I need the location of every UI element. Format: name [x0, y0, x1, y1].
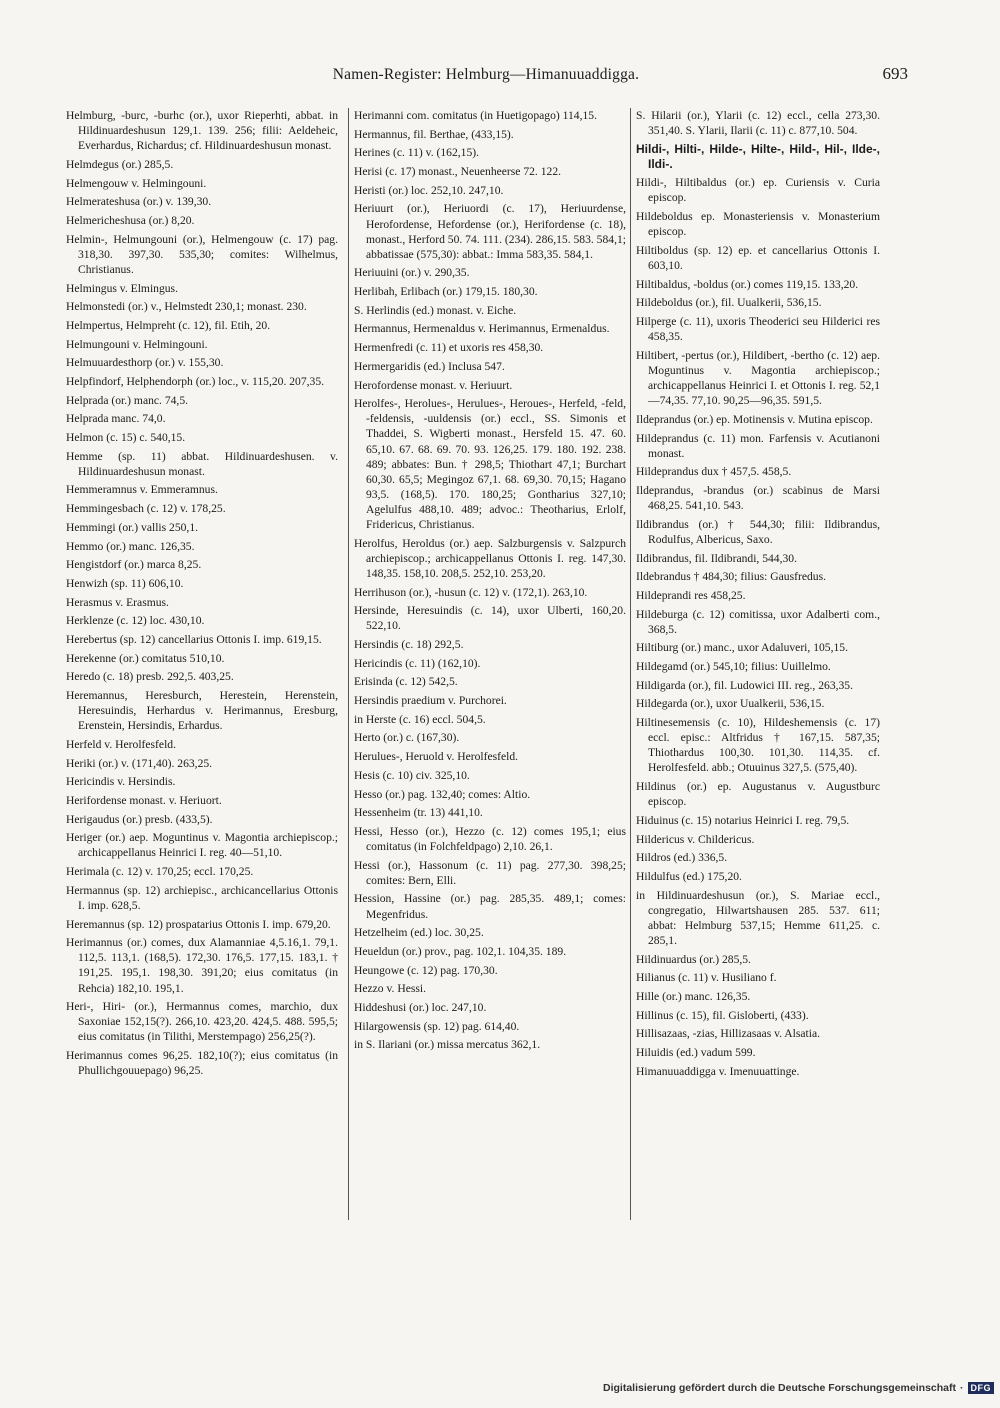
index-entry: Heremannus (sp. 12) prospatarius Ottonis I. imp. 679,20.	[66, 917, 331, 931]
index-entry: Hermannus, fil. Berthae, (433,15).	[354, 127, 514, 141]
index-entry: Hildros (ed.) 336,5.	[636, 851, 728, 865]
index-entry: Hillinus (c. 15), fil. Gisloberti, (433).	[636, 1008, 809, 1022]
index-entry: Helprada (or.) manc. 74,5.	[66, 393, 189, 407]
index-entry: Helprada manc. 74,0.	[66, 412, 166, 426]
index-entry: Himanuuaddigga v. Imenuuattinge.	[636, 1064, 800, 1078]
index-entry: Hiluidis (ed.) vadum 599.	[636, 1046, 756, 1060]
index-entry: Henwizh (sp. 11) 606,10.	[66, 576, 184, 590]
index-entry: Hildegamd (or.) 545,10; filius: Uuillelmo.	[636, 660, 831, 674]
index-entry: Helmerateshusa (or.) v. 139,30.	[66, 195, 212, 209]
index-entry: Hiltibert, -pertus (or.), Hildibert, -bertho (c. 12) aep. Moguntinus v. Magontia archiepiscop.; archicappellanus Heinrici I. et Ottonis I. reg. 52,1—74,35. 77,10. 90,25—96,35. 591,5.	[636, 348, 880, 408]
index-entry: in S. Ilariani (or.) missa mercatus 362,1.	[354, 1038, 541, 1052]
index-entry: Helmungouni v. Helmingouni.	[66, 337, 208, 351]
index-entry: Hesso (or.) pag. 132,40; comes: Altio.	[354, 787, 531, 801]
index-entry: Erisinda (c. 12) 542,5.	[354, 675, 458, 689]
index-entry: Hilargowensis (sp. 12) pag. 614,40.	[354, 1019, 520, 1033]
index-entry: Hemmingesbach (c. 12) v. 178,25.	[66, 502, 226, 516]
index-entry: Hildi-, Hilti-, Hilde-, Hilte-, Hild-, Hil-, Ilde-, Ildi-.	[636, 141, 880, 171]
index-entry: Helmingus v. Elmingus.	[66, 281, 178, 295]
index-entry: Hericindis v. Hersindis.	[66, 775, 176, 789]
index-entry: Hengistdorf (or.) marca 8,25.	[66, 558, 202, 572]
index-entry: Herigaudus (or.) presb. (433,5).	[66, 812, 213, 826]
index-entry: Hermenfredi (c. 11) et uxoris res 458,30.	[354, 341, 544, 355]
digitization-footer: Digitalisierung gefördert durch die Deutsche Forschungsgemeinschaft · DFG	[603, 1382, 994, 1394]
index-entry: Hericindis (c. 11) (162,10).	[354, 656, 481, 670]
index-column-2	[348, 108, 626, 1220]
index-entry: Hessenheim (tr. 13) 441,10.	[354, 806, 483, 820]
index-entry: Herekenne (or.) comitatus 510,10.	[66, 651, 225, 665]
index-entry: Hermannus, Hermenaldus v. Herimannus, Ermenaldus.	[354, 322, 610, 336]
index-entry: Heriuurt (or.), Heriuordi (c. 17), Heriuurdense, Herofordense, Hefordense (or.), Herifordense (c. 18), monast., Herford 50. 74. 111. (234). 286,15. 583. 584,1; abbatissae (575,30): abbat.: Imma 583,35. 584,1.	[354, 202, 626, 261]
index-entry: Hermergaridis (ed.) Inclusa 547.	[354, 359, 505, 373]
index-entry: in Herste (c. 16) eccl. 504,5.	[354, 712, 486, 726]
index-entry: Helmengouw v. Helmingouni.	[66, 176, 207, 190]
index-entry: Hildigarda (or.), fil. Ludowici III. reg., 263,35.	[636, 678, 854, 692]
index-entry: Herlibah, Erlibach (or.) 179,15. 180,30.	[354, 285, 538, 299]
index-entry: Helmin-, Helmungouni (or.), Helmengouw (c. 17) pag. 318,30. 397,30. 535,30; comites: Wilhelmus, Christianus.	[66, 232, 338, 276]
footer-credit: Digitalisierung gefördert durch die Deutsche Forschungsgemeinschaft	[603, 1382, 956, 1394]
dfg-logo: DFG	[968, 1382, 995, 1394]
index-entry: Heristi (or.) loc. 252,10. 247,10.	[354, 183, 504, 197]
index-entry: Hildi-, Hiltibaldus (or.) ep. Curiensis v. Curia episcop.	[636, 176, 880, 205]
index-entry: Heungowe (c. 12) pag. 170,30.	[354, 963, 498, 977]
index-column-1	[66, 108, 338, 1220]
index-entry: S. Hilarii (or.), Ylarii (c. 12) eccl., cella 273,30. 351,40. S. Ylarii, Ilarii (c. 11) c. 877,10. 504.	[636, 109, 880, 138]
index-entry: Hessi (or.), Hassonum (c. 11) pag. 277,30. 398,25; comites: Bern, Elli.	[354, 858, 626, 887]
index-entry: Hildeprandus (c. 11) mon. Farfensis v. Acutianoni monast.	[636, 431, 880, 460]
page-number: 693	[882, 64, 908, 83]
index-entry: Ildebrandus † 484,30; filius: Gausfredus.	[636, 570, 826, 584]
index-entry: Hemmo (or.) manc. 126,35.	[66, 539, 195, 553]
index-entry: Ildibrandus, fil. Ildibrandi, 544,30.	[636, 551, 797, 565]
index-entry: Ildeprandus, -brandus (or.) scabinus de Marsi 468,25. 541,10. 543.	[636, 484, 880, 513]
index-entry: Ildibrandus (or.) † 544,30; filii: Ildibrandus, Rodulfus, Albericus, Saxo.	[636, 517, 880, 546]
index-entry: Helmpertus, Helmpreht (c. 12), fil. Etih, 20.	[66, 318, 271, 332]
index-entry: Hiltiburg (or.) manc., uxor Adaluveri, 105,15.	[636, 641, 848, 655]
index-entry: Herasmus v. Erasmus.	[66, 595, 169, 609]
index-entry: Herifordense monast. v. Heriuort.	[66, 793, 222, 807]
index-entry: Ildeprandus (or.) ep. Motinensis v. Mutina episcop.	[636, 412, 873, 426]
index-entry: Herisi (c. 17) monast., Neuenheerse 72. 122.	[354, 165, 562, 179]
index-entry: Hemme (sp. 11) abbat. Hildinuardeshusen. v. Hildinuardeshusun monast.	[66, 449, 338, 478]
index-entry: Heredo (c. 18) presb. 292,5. 403,25.	[66, 670, 234, 684]
index-entry: Herolfes-, Herolues-, Herulues-, Heroues-, Herfeld, -feld, -feldensis, -uuldensis (or.) eccl., SS. Simonis et Thaddei, S. Wigberti monast., Hersfeld 15. 47. 60. 65,10. 67. 68. 69. 70. 93. 126,25. 179. 180. 192. 238. 489; abbates: Bun. † 298,5; Thiothart 47,1; Burchart 60,30. 65,5; Megingoz 67,1. 68. 69,30. 70,15; Hagano 93,5. (168,5). 170. 180,25; Gontharius 327,10; Agelulfus 488,10. 489; advoc.: Theotharius, Erlolf, Fridericus, Christianus.	[354, 397, 626, 531]
index-entry: Hetzelheim (ed.) loc. 30,25.	[354, 926, 484, 940]
index-entry: Herfeld v. Herolfesfeld.	[66, 737, 176, 751]
index-entry: Helmonstedi (or.) v., Helmstedt 230,1; monast. 230.	[66, 300, 307, 314]
index-entry: Hemmingi (or.) vallis 250,1.	[66, 520, 199, 534]
index-entry: Herimala (c. 12) v. 170,25; eccl. 170,25.	[66, 865, 254, 879]
index-entry: Hiltibaldus, -boldus (or.) comes 119,15. 133,20.	[636, 277, 859, 291]
index-entry: Helpfindorf, Helphendorph (or.) loc., v. 115,20. 207,35.	[66, 374, 325, 388]
index-entry: Helmdegus (or.) 285,5.	[66, 157, 174, 171]
index-entry: Hildulfus (ed.) 175,20.	[636, 869, 742, 883]
index-entry: Herrihuson (or.), -husun (c. 12) v. (172,1). 263,10.	[354, 585, 588, 599]
index-entry: Hiduinus (c. 15) notarius Heinrici I. reg. 79,5.	[636, 813, 850, 827]
index-entry: Herklenze (c. 12) loc. 430,10.	[66, 614, 205, 628]
index-entry: Hemmeramnus v. Emmeramnus.	[66, 483, 218, 497]
index-entry: Hersindis praedium v. Purchorei.	[354, 694, 507, 708]
index-entry: Hiddeshusi (or.) loc. 247,10.	[354, 1000, 487, 1014]
page-title: Namen-Register: Helmburg—Himanuuaddigga.	[332, 66, 640, 83]
index-entry: Helmburg, -burc, -burhc (or.), uxor Rieperhti, abbat. in Hildinuardeshusun 129,1. 139. 256; filii: Aeldeheic, Everhardus, Richardus; cf. Hildinuardeshusun monast.	[66, 109, 338, 153]
index-entry: Hildericus v. Childericus.	[636, 832, 755, 846]
index-entry: Hesis (c. 10) civ. 325,10.	[354, 768, 470, 782]
index-entry: Hersindis (c. 18) 292,5.	[354, 638, 464, 651]
index-entry: Hildeprandi res 458,25.	[636, 588, 746, 602]
index-entry: Hermannus (sp. 12) archiepisc., archicancellarius Ottonis I. imp. 628,5.	[66, 883, 338, 912]
index-columns	[66, 108, 878, 1228]
index-entry: Hildeboldus (or.), fil. Uualkerii, 536,15.	[636, 296, 822, 310]
index-entry: Hildeprandus dux † 457,5. 458,5.	[636, 465, 792, 479]
index-entry: Helmuuardesthorp (or.) v. 155,30.	[66, 356, 224, 370]
index-entry: Hildinus (or.) ep. Augustanus v. Augustburc episcop.	[636, 780, 880, 809]
index-entry: Herimanni com. comitatus (in Huetigopago) 114,15.	[354, 109, 597, 122]
index-entry: Herulues-, Heruold v. Herolfesfeld.	[354, 750, 519, 764]
index-entry: Helmon (c. 15) c. 540,15.	[66, 431, 186, 444]
index-entry: Hildeburga (c. 12) comitissa, uxor Adalberti com., 368,5.	[636, 607, 880, 636]
index-entry: Heri-, Hiri- (or.), Hermannus comes, marchio, dux Saxoniae 152,15(?). 266,10. 423,20. 424,5. 488. 595,5; eius comitatus (in Tilithi, Merstempago) 256,25(?).	[66, 1000, 338, 1044]
index-entry: Heremannus, Heresburch, Herestein, Herenstein, Heresuindis, Herhardus v. Herimannus, Eresburg, Erenstein, Hersindis, Erhardus.	[66, 689, 338, 733]
running-head	[64, 66, 908, 88]
index-entry: Hilianus (c. 11) v. Husiliano f.	[636, 971, 777, 985]
index-entry: Hiltiboldus (sp. 12) ep. et cancellarius Ottonis I. 603,10.	[636, 243, 880, 273]
index-entry: Herimannus comes 96,25. 182,10(?); eius comitatus (in Phullichgouuepago) 96,25.	[66, 1049, 338, 1078]
index-entry: S. Herlindis (ed.) monast. v. Eiche.	[354, 303, 517, 317]
index-entry: Hillisazaas, -zias, Hillizasaas v. Alsatia.	[636, 1027, 821, 1041]
index-entry: Heriki (or.) v. (171,40). 263,25.	[66, 756, 213, 770]
index-entry: Hezzo v. Hessi.	[354, 982, 427, 996]
index-entry: Herto (or.) c. (167,30).	[354, 731, 460, 745]
index-entry: Hession, Hassine (or.) pag. 285,35. 489,1; comes: Megenfridus.	[354, 892, 626, 921]
index-entry: Heriger (or.) aep. Moguntinus v. Magontia archiepiscop.; archicappellanus Heinrici I. reg. 40—51,10.	[66, 831, 338, 860]
index-column-3	[630, 108, 880, 1220]
index-entry: Helmericheshusa (or.) 8,20.	[66, 213, 195, 227]
index-entry: in Hildinuardeshusun (or.), S. Mariae eccl., congregatio, Hilwartshausen 285. 537. 611; abbat: Helmburg 537,15; Hemme 611,25. c. 285,1.	[636, 888, 880, 947]
index-entry: Herebertus (sp. 12) cancellarius Ottonis I. imp. 619,15.	[66, 632, 322, 646]
index-entry: Heriuuini (or.) v. 290,35.	[354, 266, 470, 280]
index-entry: Hessi, Hesso (or.), Hezzo (c. 12) comes 195,1; eius comitatus (in Folchfeldpago) 2,10. 26,1.	[354, 824, 626, 853]
index-entry: Hiltinesemensis (c. 10), Hildeshemensis (c. 17) eccl. episc.: Altfridus † 167,15. 587,35; Thiothardus 100,30. 101,30. 114,35. cf. Herolfesfeld. abb.; Otuuinus 327,5. (575,40).	[636, 716, 880, 775]
index-entry: Herines (c. 11) v. (162,15).	[354, 146, 480, 160]
index-entry: Hildegarda (or.), uxor Uualkerii, 536,15.	[636, 697, 825, 711]
index-entry: Herimannus (or.) comes, dux Alamanniae 4,5.16,1. 79,1. 112,5. 113,1. (168,5). 172,30. 176,5. 177,15. 183,1. † 191,25. 195,1. 198,30. 391,20; eius comitatus (in Rehcia) 182,10. 195,1.	[66, 936, 338, 995]
index-entry: Heueldun (or.) prov., pag. 102,1. 104,35. 189.	[354, 944, 567, 958]
index-entry: Hildinuardus (or.) 285,5.	[636, 952, 751, 966]
index-entry: Hille (or.) manc. 126,35.	[636, 990, 751, 1003]
index-entry: Hersinde, Heresuindis (c. 14), uxor Ulberti, 160,20. 522,10.	[354, 604, 626, 633]
index-entry: Hildeboldus ep. Monasteriensis v. Monasterium episcop.	[636, 210, 880, 239]
index-entry: Herolfus, Heroldus (or.) aep. Salzburgensis v. Salzpurch archiepiscop.; archicappellanus Ottonis I. reg. 147,30. 148,35. 158,10. 208,5. 252,10. 253,20.	[354, 536, 626, 580]
index-entry: Herofordense monast. v. Heriuurt.	[354, 378, 513, 392]
index-entry: Hilperge (c. 11), uxoris Theoderici seu Hilderici res 458,35.	[636, 315, 880, 344]
